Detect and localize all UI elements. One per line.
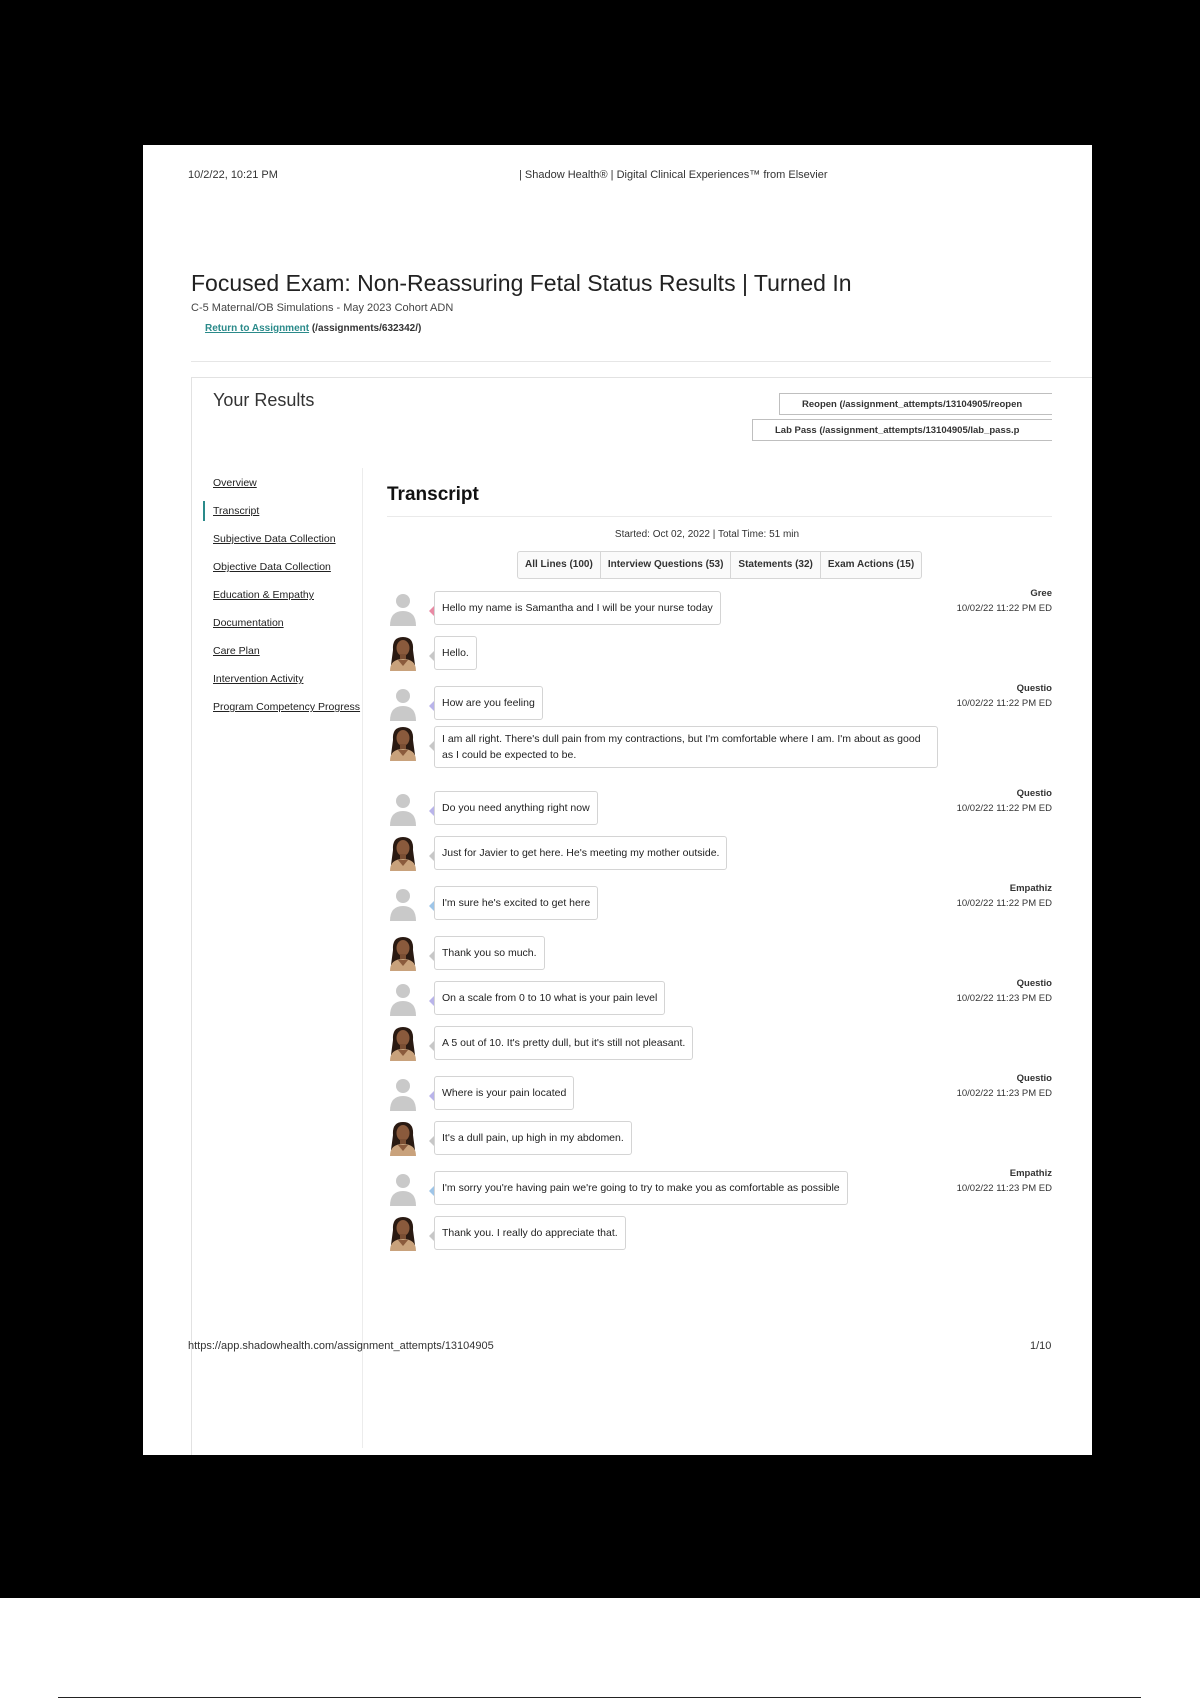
nurse-message: Do you need anything right now [434,791,598,825]
line-timestamp: 10/02/22 11:22 PM ED [956,803,1052,814]
viewer-bottom-area [0,1598,1200,1700]
nurse-avatar-icon [387,685,419,721]
patient-message: A 5 out of 10. It's pretty dull, but it's still not pleasant. [434,1026,693,1060]
nav-documentation[interactable]: Documentation [213,617,284,629]
transcript-line [387,588,1052,628]
patient-message: It's a dull pain, up high in my abdomen. [434,1121,632,1155]
lab-pass-button[interactable]: Lab Pass (/assignment_attempts/13104905/lab_pass.p [752,419,1052,441]
patient-message: I am all right. There's dull pain from my contractions, but I'm comfortable where I am. I'm about as good as I could be expected to be. [434,726,938,768]
patient-avatar-icon [387,835,419,871]
print-footer-url: https://app.shadowhealth.com/assignment_attempts/13104905 [188,1340,494,1352]
line-meta [912,1073,1052,1099]
line-category: Empathiz [1009,1168,1052,1179]
nurse-message: On a scale from 0 to 10 what is your pain level [434,981,665,1015]
transcript-line [387,723,1052,763]
print-header-title: | Shadow Health® | Digital Clinical Experiences™ from Elsevier [519,169,828,181]
filter-statements[interactable]: Statements (32) [731,552,820,578]
transcript-line [387,978,1052,1018]
results-title: Your Results [213,390,315,410]
line-category: Gree [1030,588,1052,599]
results-panel [191,377,1092,1455]
nurse-message: Hello my name is Samantha and I will be your nurse today [434,591,721,625]
line-category: Questio [1016,978,1052,989]
nav-objective-data-collection[interactable]: Objective Data Collection [213,561,331,573]
divider [191,361,1051,362]
started-info: Started: Oct 02, 2022 | Total Time: 51 min [614,529,800,540]
nav-care-plan[interactable]: Care Plan [213,645,260,657]
patient-avatar-icon [387,1215,419,1251]
line-category: Questio [1016,1073,1052,1084]
transcript-line [387,1118,1052,1158]
reopen-button[interactable]: Reopen (/assignment_attempts/13104905/reopen [779,393,1052,415]
patient-avatar-icon [387,1025,419,1061]
patient-avatar-icon [387,725,419,761]
nurse-avatar-icon [387,1170,419,1206]
transcript-line [387,933,1052,973]
line-timestamp: 10/02/22 11:22 PM ED [956,603,1052,614]
line-category: Empathiz [1009,883,1052,894]
nurse-avatar-icon [387,590,419,626]
filter-all-lines[interactable]: All Lines (100) [518,552,601,578]
viewer-divider [58,1697,1141,1698]
transcript-divider [387,516,1052,517]
line-timestamp: 10/02/22 11:22 PM ED [956,698,1052,709]
transcript-line [387,633,1052,673]
transcript-line [387,1073,1052,1113]
transcript-filters [517,551,922,579]
results-nav [192,473,362,725]
nav-overview[interactable]: Overview [213,477,257,489]
nav-divider [362,468,363,1448]
patient-message: Thank you so much. [434,936,545,970]
nurse-message: I'm sorry you're having pain we're going to try to make you as comfortable as possible [434,1171,848,1205]
return-to-assignment[interactable] [205,323,421,334]
nav-education-empathy[interactable]: Education & Empathy [213,589,314,601]
return-path: (/assignments/632342/) [309,323,422,334]
line-meta [912,588,1052,614]
print-page-number: 1/10 [1030,1340,1052,1352]
patient-avatar-icon [387,935,419,971]
line-category: Questio [1016,788,1052,799]
patient-message: Just for Javier to get here. He's meeting my mother outside. [434,836,727,870]
patient-avatar-icon [387,635,419,671]
line-timestamp: 10/02/22 11:23 PM ED [956,993,1052,1004]
printed-page [143,145,1092,1455]
line-meta [912,788,1052,814]
nurse-avatar-icon [387,980,419,1016]
patient-message: Hello. [434,636,477,670]
line-meta [912,683,1052,709]
transcript-line [387,683,1052,723]
line-category: Questio [1016,683,1052,694]
patient-avatar-icon [387,1120,419,1156]
line-timestamp: 10/02/22 11:23 PM ED [956,1088,1052,1099]
course-subtitle: C-5 Maternal/OB Simulations - May 2023 Cohort ADN [191,302,454,314]
line-timestamp: 10/02/22 11:23 PM ED [956,1183,1052,1194]
filter-interview-questions[interactable]: Interview Questions (53) [601,552,732,578]
nurse-message: Where is your pain located [434,1076,574,1110]
nurse-message: I'm sure he's excited to get here [434,886,598,920]
transcript-line [387,1168,1052,1208]
nav-transcript[interactable]: Transcript [203,501,362,521]
line-meta [912,883,1052,909]
transcript-line [387,1023,1052,1063]
transcript-heading: Transcript [387,484,479,505]
transcript-line [387,883,1052,923]
print-date: 10/2/22, 10:21 PM [188,169,278,181]
nurse-avatar-icon [387,885,419,921]
nurse-avatar-icon [387,790,419,826]
transcript-line [387,833,1052,873]
nav-program-competency-progress[interactable]: Program Competency Progress [213,701,361,713]
nav-intervention-activity[interactable]: Intervention Activity [213,673,304,685]
line-meta [912,978,1052,1004]
line-timestamp: 10/02/22 11:22 PM ED [956,898,1052,909]
nurse-message: How are you feeling [434,686,543,720]
filter-exam-actions[interactable]: Exam Actions (15) [827,559,915,570]
transcript-line [387,788,1052,828]
return-link[interactable]: Return to Assignment [205,323,310,334]
page-title: Focused Exam: Non-Reassuring Fetal Status Results | Turned In [191,270,852,296]
nurse-avatar-icon [387,1075,419,1111]
transcript-line [387,1213,1052,1253]
line-meta [912,1168,1052,1194]
patient-message: Thank you. I really do appreciate that. [434,1216,626,1250]
nav-subjective-data-collection[interactable]: Subjective Data Collection [213,533,336,545]
